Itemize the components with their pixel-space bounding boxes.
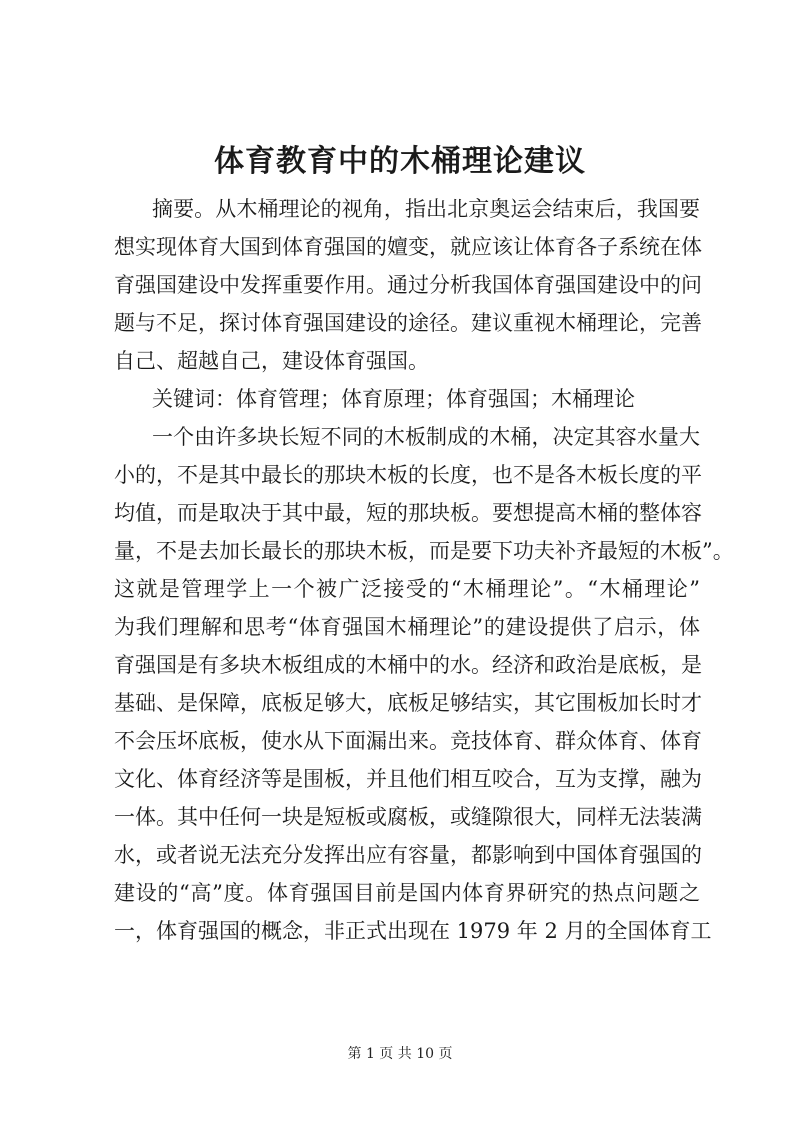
keywords-line: 关键词：体育管理；体育原理；体育强国；木桶理论 xyxy=(152,387,635,411)
paragraph-line: 育强国是有多块木板组成的木桶中的水。经济和政治是底板，是 xyxy=(114,653,702,677)
abstract-line: 摘要。从木桶理论的视角，指出北京奥运会结束后，我国要 xyxy=(152,197,700,221)
abstract-line: 自己、超越自己，建设体育强国。 xyxy=(114,349,429,373)
paragraph-line: 量，不是去加长最长的那块木板，而是要下功夫补齐最短的木板”。 xyxy=(114,539,734,563)
document-title: 体育教育中的木桶理论建议 xyxy=(214,144,586,179)
document-body xyxy=(114,190,734,950)
paragraph-line: 水，或者说无法充分发挥出应有容量，都影响到中国体育强国的 xyxy=(114,843,702,867)
paragraph-line: 这就是管理学上一个被广泛接受的“木桶理论”。“木桶理论” xyxy=(114,577,700,601)
paragraph-line: 一，体育强国的概念，非正式出现在 1979 年 2 月的全国体育工 xyxy=(114,919,712,943)
page-number-footer: 第 1 页 共 10 页 xyxy=(347,1046,453,1062)
paragraph-line: 一体。其中任何一块是短板或腐板，或缝隙很大，同样无法装满 xyxy=(114,805,702,829)
paragraph-line: 建设的“高”度。体育强国目前是国内体育界研究的热点问题之 xyxy=(114,881,700,905)
paragraph-line: 一个由许多块长短不同的木板制成的木桶，决定其容水量大 xyxy=(152,425,700,449)
abstract-line: 想实现体育大国到体育强国的嬗变，就应该让体育各子系统在体 xyxy=(114,235,702,259)
paragraph-line: 小的，不是其中最长的那块木板的长度，也不是各木板长度的平 xyxy=(114,463,702,487)
abstract-line: 题与不足，探讨体育强国建设的途径。建议重视木桶理论，完善 xyxy=(114,311,702,335)
paragraph-line: 均值，而是取决于其中最，短的那块板。要想提高木桶的整体容 xyxy=(114,501,702,525)
paragraph-line: 基础、是保障，底板足够大，底板足够结实，其它围板加长时才 xyxy=(114,691,702,715)
paragraph-line: 不会压坏底板，使水从下面漏出来。竞技体育、群众体育、体育 xyxy=(114,729,702,753)
abstract-line: 育强国建设中发挥重要作用。通过分析我国体育强国建设中的问 xyxy=(114,273,702,297)
paragraph-line: 文化、体育经济等是围板，并且他们相互咬合，互为支撑，融为 xyxy=(114,767,702,791)
paragraph-line: 为我们理解和思考“体育强国木桶理论”的建设提供了启示，体 xyxy=(114,615,700,639)
